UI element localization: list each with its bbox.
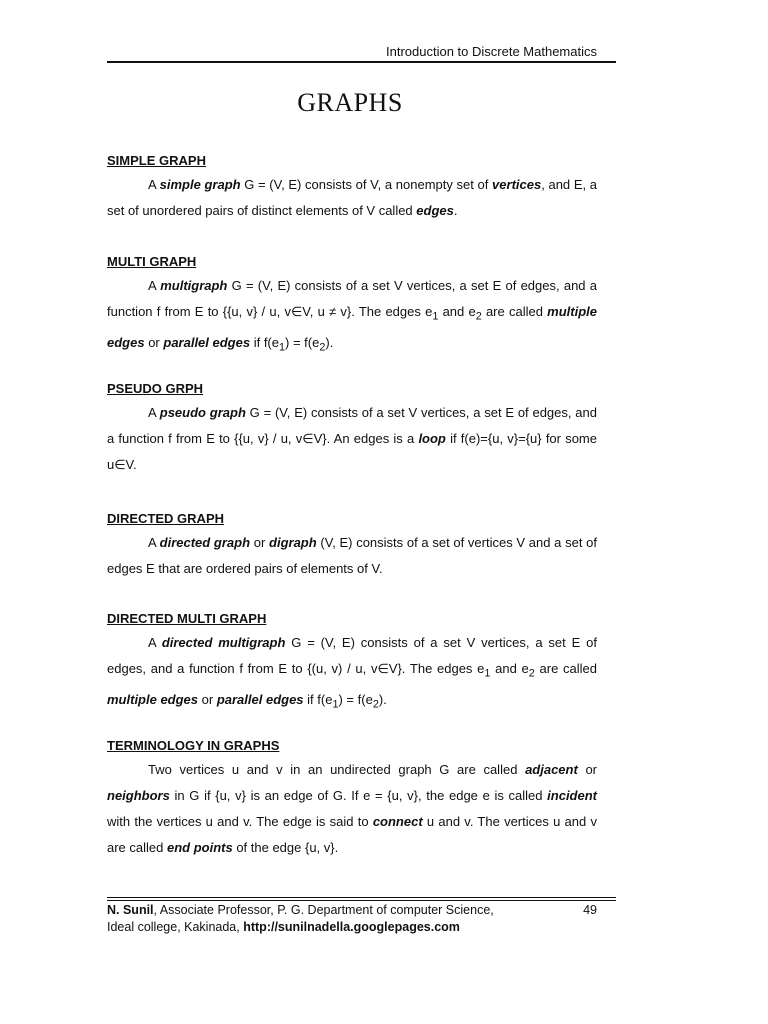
section-terminology — [107, 738, 597, 861]
section-paragraph: A pseudo graph G = (V, E) consists of a set V vertices, a set E of edges, and a function f from E to {{u, v} / u, v∈V}. An edges is a loop if f(e)={u, v}={u} for some u∈V. — [107, 405, 597, 472]
author-name: N. Sunil — [107, 903, 154, 917]
footer-line-2: Ideal college, Kakinada, http://sunilnadella.googlepages.com — [107, 920, 460, 934]
term: digraph — [269, 535, 317, 550]
section-multi-graph — [107, 254, 597, 360]
term: parallel edges — [216, 691, 304, 707]
section-paragraph: A multigraph G = (V, E) consists of a set V vertices, a set E of edges, and a function f from E to {{u, v} / u, v∈V, u ≠ v}. The edges $e_1$ and $e_2$ are called multiple edges or parallel edges if $f(e_1) = f(e_2)$. — [107, 278, 597, 354]
page-footer — [107, 902, 597, 936]
section-heading: TERMINOLOGY IN GRAPHS — [107, 738, 280, 753]
section-heading: DIRECTED MULTI GRAPH — [107, 611, 267, 626]
term: multigraph — [160, 278, 228, 293]
term: end points — [166, 840, 233, 855]
term: multiple edges — [107, 691, 199, 707]
section-heading: SIMPLE GRAPH — [107, 153, 206, 168]
term: vertices — [492, 177, 542, 192]
header-rule — [107, 61, 616, 63]
section-heading: DIRECTED GRAPH — [107, 511, 225, 526]
section-heading: MULTI GRAPH — [107, 254, 197, 269]
footer-line-1: N. Sunil, Associate Professor, P. G. Department of computer Science, — [107, 903, 494, 917]
term: neighbors — [107, 788, 170, 803]
running-header: Introduction to Discrete Mathematics — [386, 44, 597, 59]
footer-rule-top — [107, 897, 616, 898]
page-title: GRAPHS — [297, 88, 403, 117]
term: pseudo graph — [159, 405, 246, 420]
term: edges — [416, 203, 454, 218]
footer-rule-bottom — [107, 900, 616, 901]
page-number: 49 — [583, 903, 597, 917]
term: incident — [547, 788, 597, 803]
term: simple graph — [159, 177, 241, 192]
section-directed-graph — [107, 511, 597, 582]
term: parallel edges — [163, 334, 251, 350]
footer-url-link[interactable]: http://sunilnadella.googlepages.com — [243, 920, 460, 934]
term: directed graph — [159, 535, 251, 550]
section-pseudo-graph — [107, 381, 597, 478]
term: loop — [418, 431, 446, 446]
term: directed multigraph — [161, 635, 286, 650]
section-paragraph: A directed graph or digraph (V, E) consists of a set of vertices V and a set of edges E that are ordered pairs of elements of V. — [107, 535, 597, 576]
section-heading: PSEUDO GRPH — [107, 381, 204, 396]
section-directed-multi-graph — [107, 611, 597, 717]
section-paragraph: A simple graph G = (V, E) consists of V, a nonempty set of vertices, and E, a set of unordered pairs of distinct elements of V called edges. — [107, 177, 597, 218]
section-paragraph: A directed multigraph G = (V, E) consists of a set V vertices, a set E of edges, and a function f from E to {(u, v) / u, v∈V}. The edges $e_1$ and $e_2$ are called multiple edges or parallel edges if $f(e_1) = f(e_2)$. — [107, 635, 597, 711]
section-paragraph: Two vertices u and v in an undirected graph G are called adjacent or neighbors in G if {u, v} is an edge of G. If e = {u, v}, the edge e is called incident with the vertices u and v. The edge is said to connect u and v. The vertices u and v are called end points of the edge {u, v}. — [107, 762, 598, 855]
section-simple-graph — [107, 153, 597, 224]
term: adjacent — [525, 762, 578, 777]
term: connect — [372, 814, 423, 829]
term: multiple edges — [107, 304, 597, 350]
